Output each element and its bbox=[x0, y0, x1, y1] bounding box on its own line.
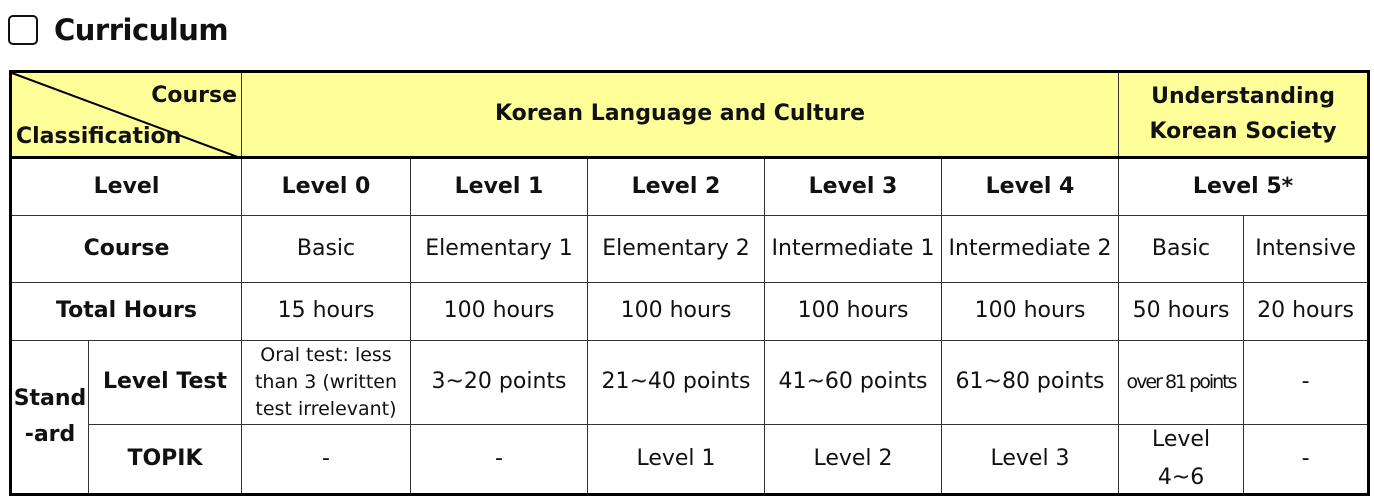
course-cell: Basic bbox=[242, 216, 411, 283]
level-test-level0-line1: Oral test: less bbox=[260, 344, 392, 367]
standard-label bbox=[11, 341, 89, 495]
topik-row bbox=[11, 425, 1369, 495]
header-understanding-korean-society bbox=[1119, 72, 1369, 158]
level-test-level0-line2: than 3 (written bbox=[254, 371, 398, 394]
level-test-cell: 21~40 points bbox=[588, 341, 765, 425]
topik-cell: Level 2 bbox=[765, 425, 942, 495]
hours-cell: 50 hours bbox=[1119, 283, 1244, 341]
level-test-cell: 41~60 points bbox=[765, 341, 942, 425]
level-test-level0 bbox=[242, 341, 411, 425]
header-course-label: Course bbox=[151, 83, 237, 108]
topik-cell: - bbox=[411, 425, 588, 495]
level-test-cell: over 81 points bbox=[1119, 341, 1244, 425]
course-cell: Intermediate 1 bbox=[765, 216, 942, 283]
header-row bbox=[11, 72, 1369, 158]
hours-cell: 100 hours bbox=[765, 283, 942, 341]
hours-cell: 100 hours bbox=[588, 283, 765, 341]
level-cell: Level 2 bbox=[588, 158, 765, 216]
course-row bbox=[11, 216, 1369, 283]
hours-cell: 20 hours bbox=[1244, 283, 1369, 341]
course-cell: Elementary 2 bbox=[588, 216, 765, 283]
topik-level5-line2: 4~6 bbox=[1157, 465, 1205, 490]
standard-label-line2: -ard bbox=[24, 422, 76, 447]
level-test-label: Level Test bbox=[89, 341, 242, 425]
curriculum-table bbox=[9, 70, 1370, 496]
topik-label: TOPIK bbox=[89, 425, 242, 495]
total-hours-label: Total Hours bbox=[11, 283, 242, 341]
hours-cell: 100 hours bbox=[942, 283, 1119, 341]
level-cell: Level 1 bbox=[411, 158, 588, 216]
standard-label-line1: Stand bbox=[13, 385, 87, 411]
level-test-cell: - bbox=[1244, 341, 1369, 425]
topik-cell: - bbox=[242, 425, 411, 495]
hours-cell: 15 hours bbox=[242, 283, 411, 341]
topik-cell: Level 3 bbox=[942, 425, 1119, 495]
level-cell: Level 0 bbox=[242, 158, 411, 216]
topik-level5-cell bbox=[1119, 425, 1244, 495]
course-cell: Elementary 1 bbox=[411, 216, 588, 283]
header-group2-line2: Korean Society bbox=[1149, 118, 1337, 144]
course-cell: Intermediate 2 bbox=[942, 216, 1119, 283]
course-cell: Intensive bbox=[1244, 216, 1369, 283]
checkbox-square-icon bbox=[8, 15, 38, 45]
level-test-cell: 61~80 points bbox=[942, 341, 1119, 425]
header-korean-language-culture: Korean Language and Culture bbox=[242, 72, 1119, 158]
header-classification-label: Classification bbox=[16, 123, 182, 149]
level-test-cell: 3~20 points bbox=[411, 341, 588, 425]
topik-level5-line1: Level bbox=[1151, 426, 1211, 452]
level-cell: Level 4 bbox=[942, 158, 1119, 216]
course-cell: Basic bbox=[1119, 216, 1244, 283]
section-heading bbox=[8, 10, 228, 50]
level-row-label: Level bbox=[11, 158, 242, 216]
level-test-level0-line3: test irrelevant) bbox=[255, 397, 397, 420]
topik-cell: Level 1 bbox=[588, 425, 765, 495]
diagonal-header-cell bbox=[11, 72, 242, 158]
level-test-row bbox=[11, 341, 1369, 425]
course-row-label: Course bbox=[11, 216, 242, 283]
total-hours-row bbox=[11, 283, 1369, 341]
level-cell: Level 5* bbox=[1119, 158, 1369, 216]
level-row bbox=[11, 158, 1369, 216]
topik-cell: - bbox=[1244, 425, 1369, 495]
header-group2-line1: Understanding bbox=[1151, 84, 1335, 110]
hours-cell: 100 hours bbox=[411, 283, 588, 341]
heading-title: Curriculum bbox=[54, 13, 229, 47]
level-cell: Level 3 bbox=[765, 158, 942, 216]
